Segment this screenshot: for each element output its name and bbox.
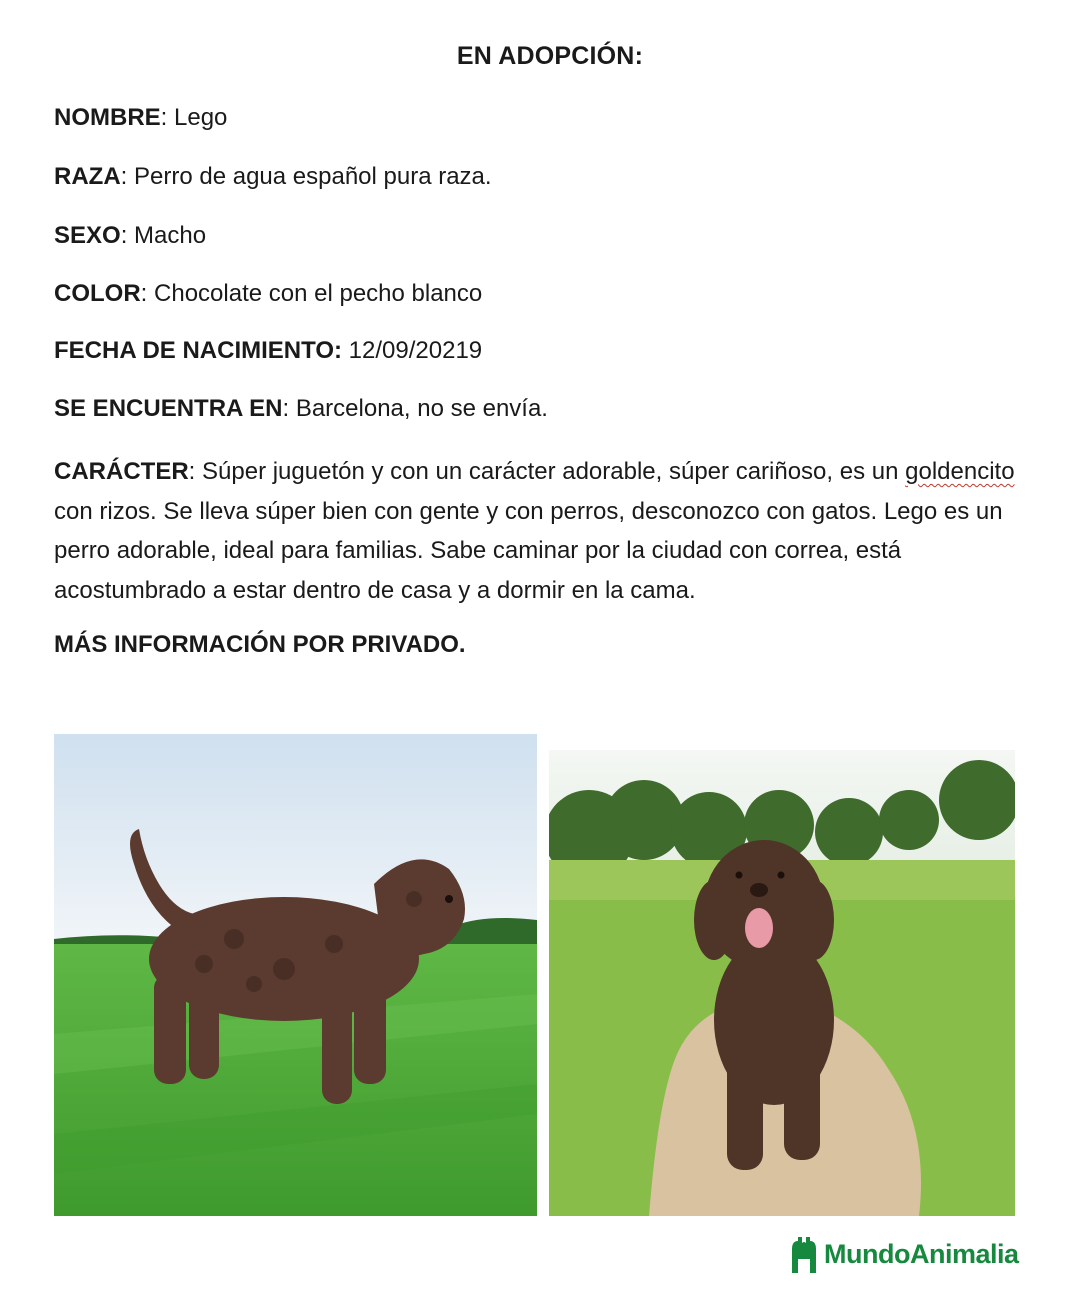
dog-photo-standing-side bbox=[54, 734, 537, 1216]
caracter-text-after: con rizos. Se lleva súper bien con gente y con perros, desconozco con gatos. Lego es un perro adorable, ideal para familias. Sabe caminar por la ciudad con correa, está acostumbrado a estar dentro de casa y a dormir en la cama. bbox=[54, 497, 1003, 604]
field-separator: : bbox=[188, 458, 203, 485]
field-color bbox=[54, 279, 482, 309]
field-raza bbox=[54, 162, 492, 192]
mundoanimalia-logo bbox=[788, 1234, 1019, 1274]
field-separator: : bbox=[120, 163, 134, 190]
field-value: Chocolate con el pecho blanco bbox=[154, 280, 483, 307]
field-label: CARÁCTER bbox=[54, 458, 189, 485]
logo-text: MundoAnimalia bbox=[824, 1238, 1019, 1269]
field-separator: : bbox=[120, 222, 135, 249]
field-label: COLOR bbox=[54, 280, 141, 307]
field-label: RAZA bbox=[54, 163, 121, 190]
dog-photo-front-path bbox=[549, 750, 1015, 1216]
field-value: Perro de agua español pura raza. bbox=[134, 163, 492, 190]
field-value: Barcelona, no se envía. bbox=[295, 395, 548, 422]
caracter-text-before: Súper juguetón y con un carácter adorable, súper cariñoso, es un bbox=[202, 458, 906, 485]
field-label: SE ENCUENTRA EN bbox=[54, 395, 283, 422]
field-caracter bbox=[54, 452, 1044, 610]
field-value: Macho bbox=[134, 222, 207, 249]
field-value: Lego bbox=[174, 104, 228, 131]
field-fecha-nacimiento bbox=[54, 336, 482, 366]
page-title: EN ADOPCIÓN: bbox=[456, 42, 644, 70]
field-separator bbox=[342, 337, 349, 364]
field-sexo bbox=[54, 221, 206, 251]
field-separator: : bbox=[160, 104, 175, 131]
field-label: FECHA DE NACIMIENTO: bbox=[54, 337, 342, 364]
field-value: 12/09/20219 bbox=[348, 337, 483, 364]
paw-logo-icon bbox=[788, 1235, 820, 1273]
more-info-note: MÁS INFORMACIÓN POR PRIVADO. bbox=[54, 631, 466, 658]
field-ubicacion bbox=[54, 394, 548, 424]
field-nombre bbox=[54, 103, 227, 133]
field-label: NOMBRE bbox=[54, 104, 161, 131]
field-separator: : bbox=[140, 280, 155, 307]
field-label: SEXO bbox=[54, 222, 121, 249]
field-separator: : bbox=[282, 395, 296, 422]
spellcheck-word: goldencito bbox=[905, 458, 1015, 485]
